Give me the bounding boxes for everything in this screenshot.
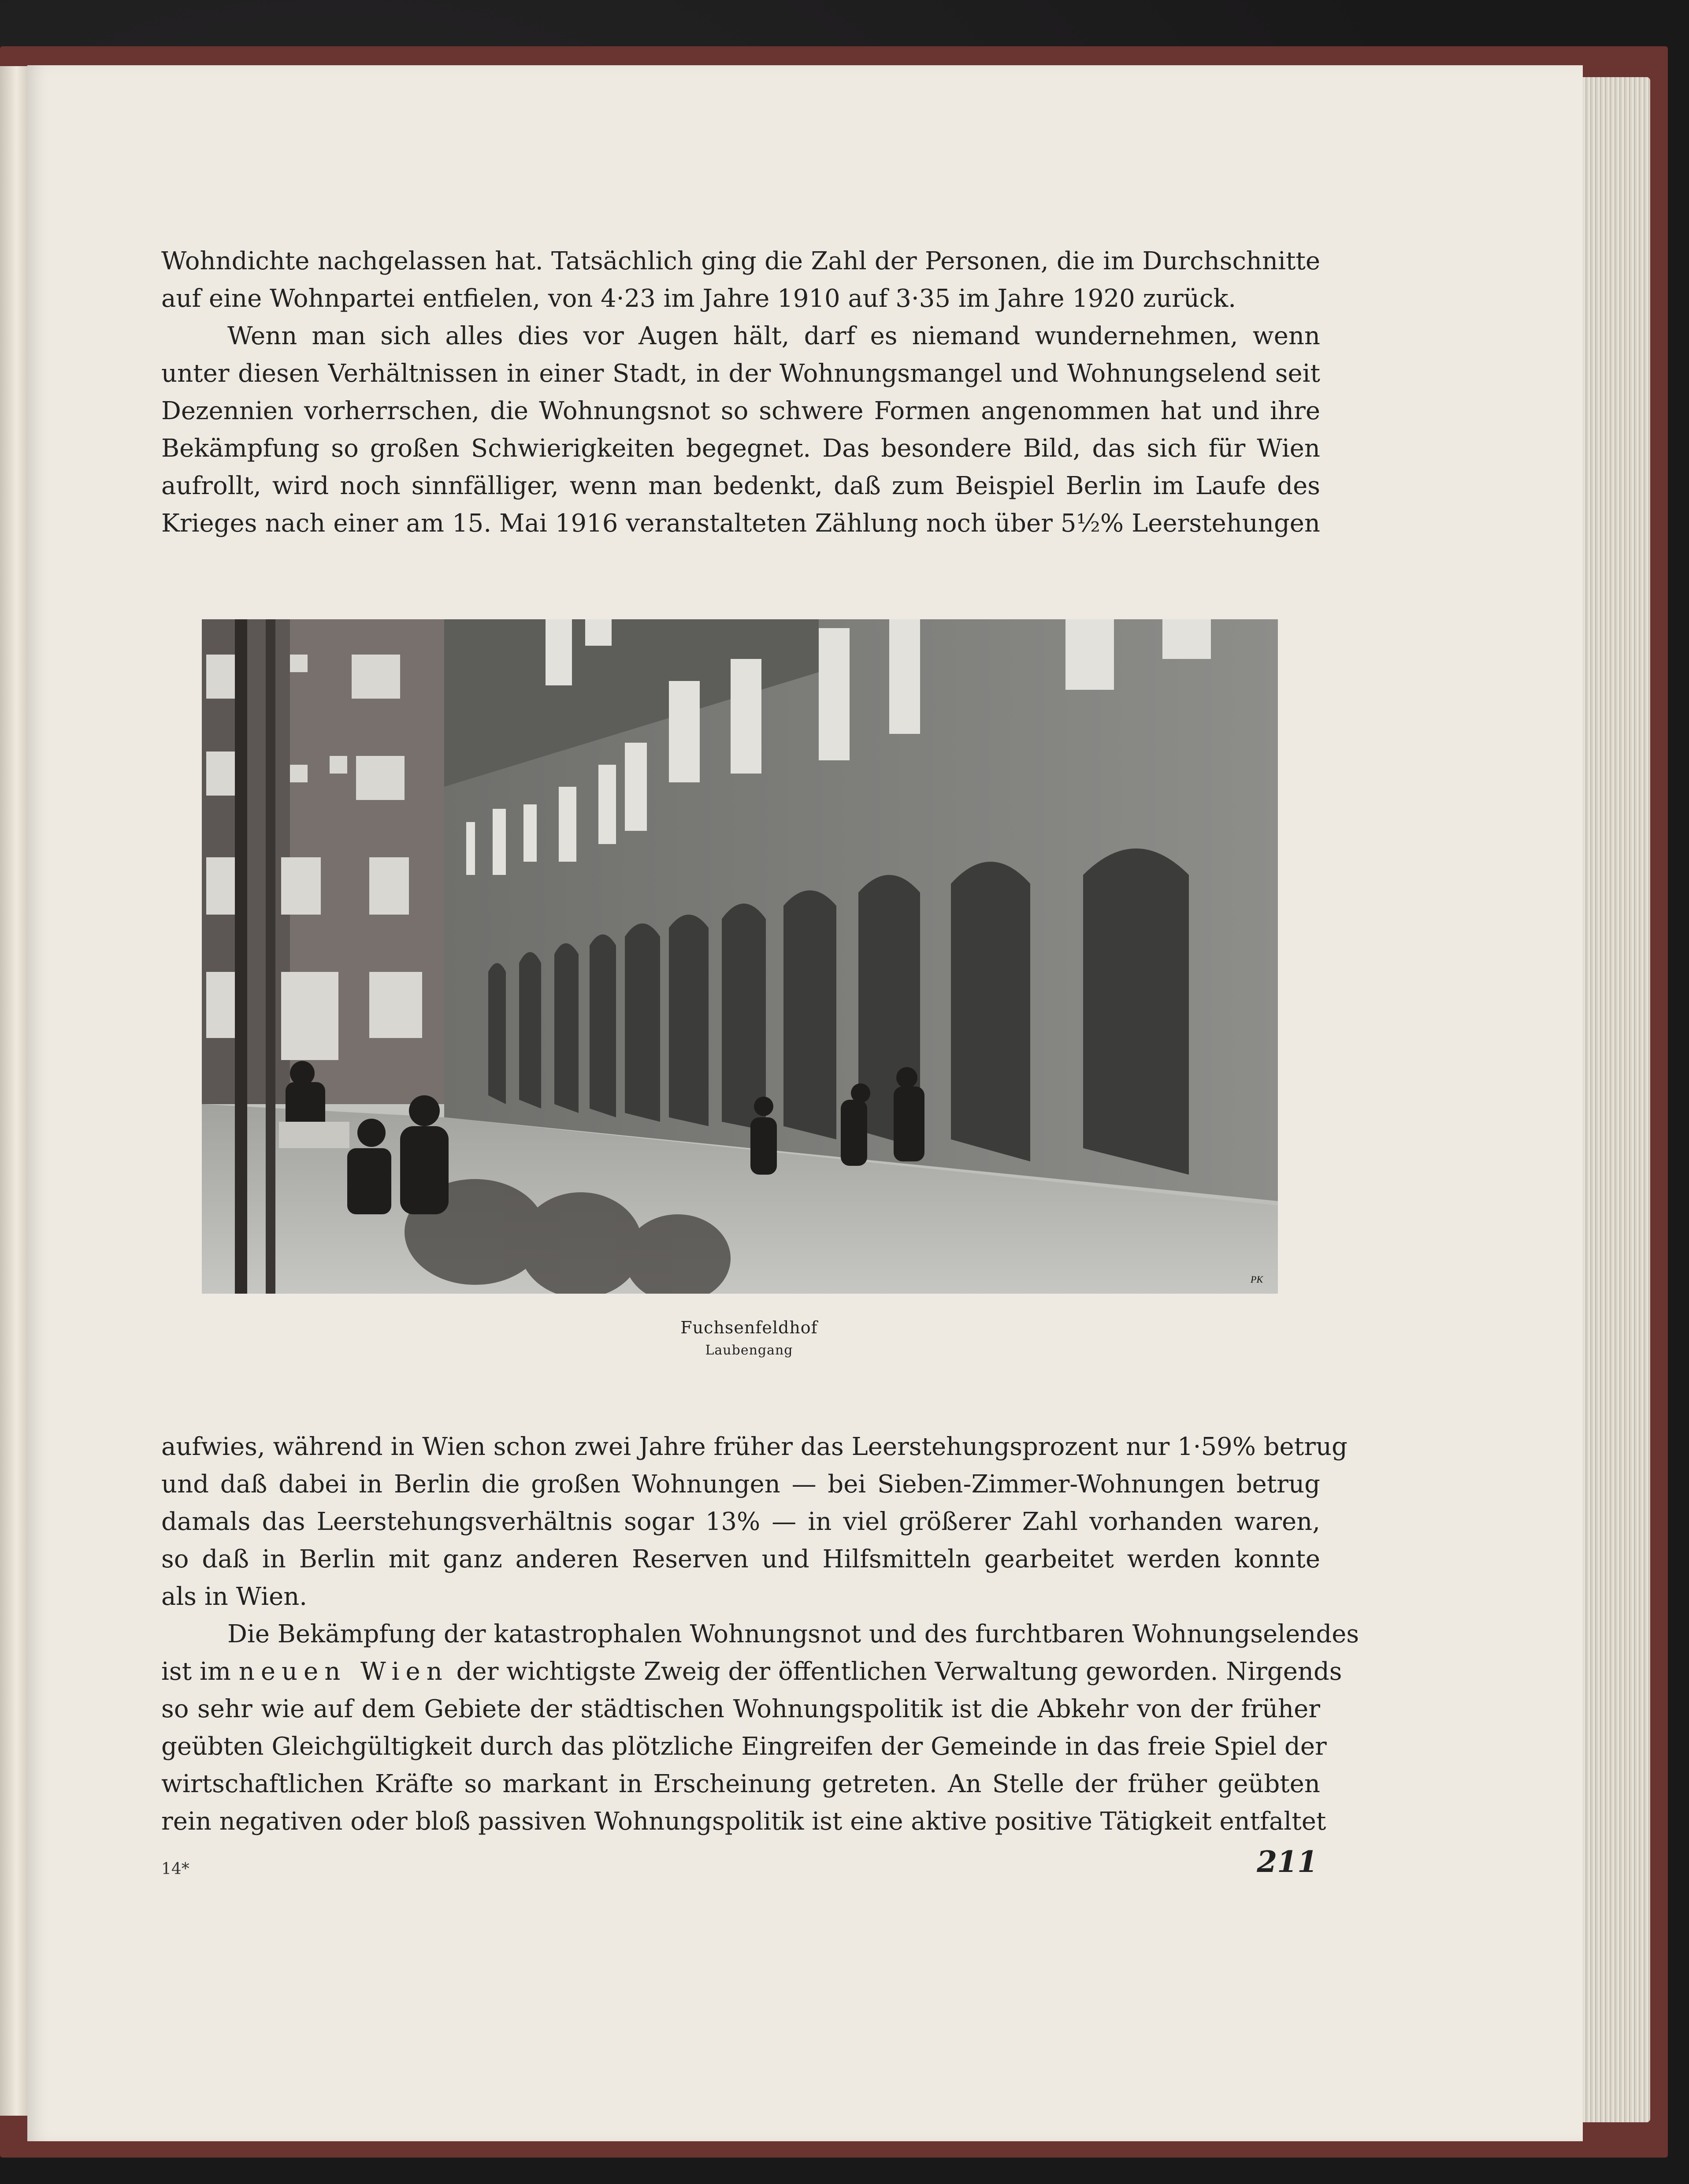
text-line: Dezennien vorherrschen, die Wohnungsnot so schwere Formen angenommen hat und ihre <box>161 397 1320 425</box>
text-line: unter diesen Verhältnissen in einer Stadt, in der Wohnungsmangel und Wohnungselend seit <box>161 359 1320 388</box>
text-line: Krieges nach einer am 15. Mai 1916 veranstalteten Zählung noch über 5½% Leerstehungen <box>161 509 1320 538</box>
text-line: aufwies, während in Wien schon zwei Jahre früher das Leerstehungsprozent nur 1·59% betrug <box>161 1432 1347 1461</box>
signature-mark: 14* <box>161 1860 189 1878</box>
figure-caption-subtitle: Laubengang <box>705 1343 793 1358</box>
text-line: damals das Leerstehungsverhältnis sogar 13% — in viel größerer Zahl vorhanden waren, <box>161 1507 1320 1536</box>
text-line: Wenn man sich alles dies vor Augen hält, darf es niemand wundernehmen, wenn <box>227 322 1320 350</box>
paragraph-1 <box>161 242 1320 317</box>
text-line: geübten Gleichgültigkeit durch das plötzliche Eingreifen der Gemeinde in das freie Spiel der <box>161 1732 1327 1761</box>
emphasized-text: neuen Wien <box>238 1657 449 1686</box>
figure-caption-title: Fuchsenfeldhof <box>680 1318 818 1337</box>
text-line: Die Bekämpfung der katastrophalen Wohnungsnot und des furchtbaren Wohnungselendes <box>227 1620 1359 1648</box>
text-line: wirtschaftlichen Kräfte so markant in Erscheinung getreten. An Stelle der früher geübten <box>161 1770 1320 1798</box>
paragraph-2 <box>161 317 1320 542</box>
text-fragment: der wichtigste Zweig der öffentlichen Verwaltung geworden. Nirgends <box>456 1657 1342 1686</box>
text-line: und daß dabei in Berlin die großen Wohnungen — bei Sieben-Zimmer-Wohnungen betrug <box>161 1470 1320 1499</box>
text-line: aufrollt, wird noch sinnfälliger, wenn man bedenkt, daß zum Beispiel Berlin im Laufe des <box>161 472 1320 500</box>
paragraph-3 <box>161 1428 1347 1615</box>
page-number: 211 <box>1257 1845 1318 1879</box>
text-line: so sehr wie auf dem Gebiete der städtischen Wohnungspolitik ist die Abkehr von der früher <box>161 1695 1320 1723</box>
text-line <box>161 1653 1342 1690</box>
text-line: rein negativen oder bloß passiven Wohnungspolitik ist eine aktive positive Tätigkeit entfaltet <box>161 1807 1326 1836</box>
text-line: als in Wien. <box>161 1582 308 1611</box>
text-line: so daß in Berlin mit ganz anderen Reserven und Hilfsmitteln gearbeitet werden konnte <box>161 1545 1320 1574</box>
paragraph-4 <box>161 1615 1359 1840</box>
left-page-edge <box>0 66 27 2116</box>
photo-signature: PK <box>1251 1274 1263 1285</box>
text-fragment: ist im <box>161 1657 231 1686</box>
text-line: Wohndichte nachgelassen hat. Tatsächlich ging die Zahl der Personen, die im Durchschnitte <box>161 247 1320 275</box>
text-line: Bekämpfung so großen Schwierigkeiten begegnet. Das besondere Bild, das sich für Wien <box>161 434 1320 463</box>
courtyard-photo <box>202 619 1278 1294</box>
text-line: auf eine Wohnpartei entfielen, von 4·23 im Jahre 1910 auf 3·35 im Jahre 1920 zurück. <box>161 284 1236 313</box>
